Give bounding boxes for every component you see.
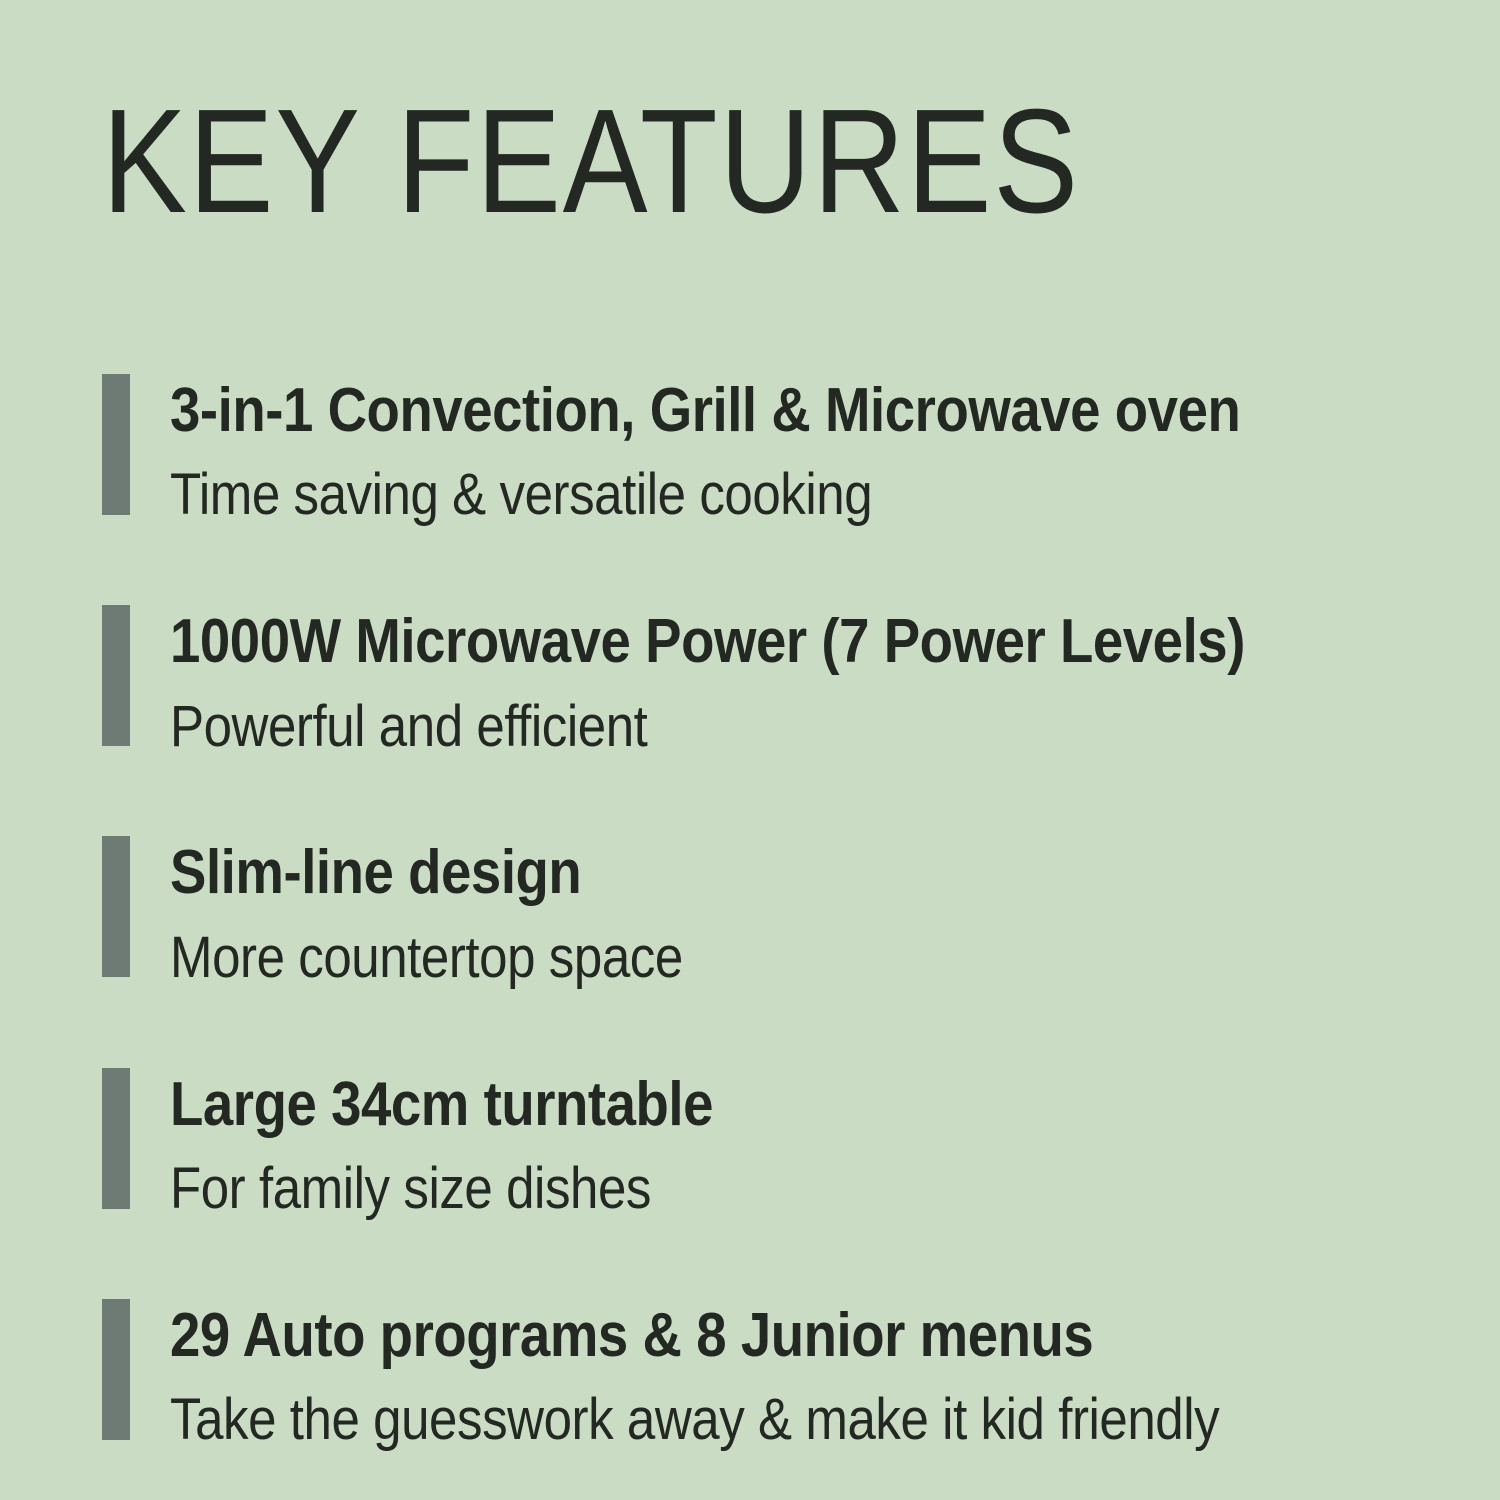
feature-list xyxy=(102,374,1440,1452)
feature-item xyxy=(102,374,1440,527)
feature-item xyxy=(102,1068,1440,1221)
feature-accent-bar xyxy=(102,374,130,515)
page-title: KEY FEATURES xyxy=(102,79,1080,244)
feature-text xyxy=(170,1299,1219,1452)
feature-title: Slim-line design xyxy=(170,838,582,908)
feature-accent-bar xyxy=(102,605,130,746)
feature-accent-bar xyxy=(102,1068,130,1209)
feature-item xyxy=(102,605,1440,758)
feature-subtitle: Take the guesswork away & make it kid friendly xyxy=(170,1387,1220,1453)
feature-text xyxy=(170,836,683,989)
feature-accent-bar xyxy=(102,1299,130,1440)
feature-item xyxy=(102,1299,1440,1452)
feature-title: 1000W Microwave Power (7 Power Levels) xyxy=(170,607,1245,677)
feature-item xyxy=(102,836,1440,989)
feature-text xyxy=(170,605,1245,758)
feature-text xyxy=(170,374,1240,527)
feature-subtitle: Powerful and efficient xyxy=(170,693,648,759)
feature-subtitle: For family size dishes xyxy=(170,1156,652,1222)
feature-title: 3-in-1 Convection, Grill & Microwave oven xyxy=(170,376,1241,445)
feature-accent-bar xyxy=(102,836,130,977)
feature-text xyxy=(170,1068,713,1221)
feature-title: Large 34cm turntable xyxy=(170,1069,714,1139)
feature-title: 29 Auto programs & 8 Junior menus xyxy=(170,1300,1094,1370)
feature-subtitle: More countertop space xyxy=(170,924,683,990)
feature-subtitle: Time saving & versatile cooking xyxy=(170,462,873,528)
